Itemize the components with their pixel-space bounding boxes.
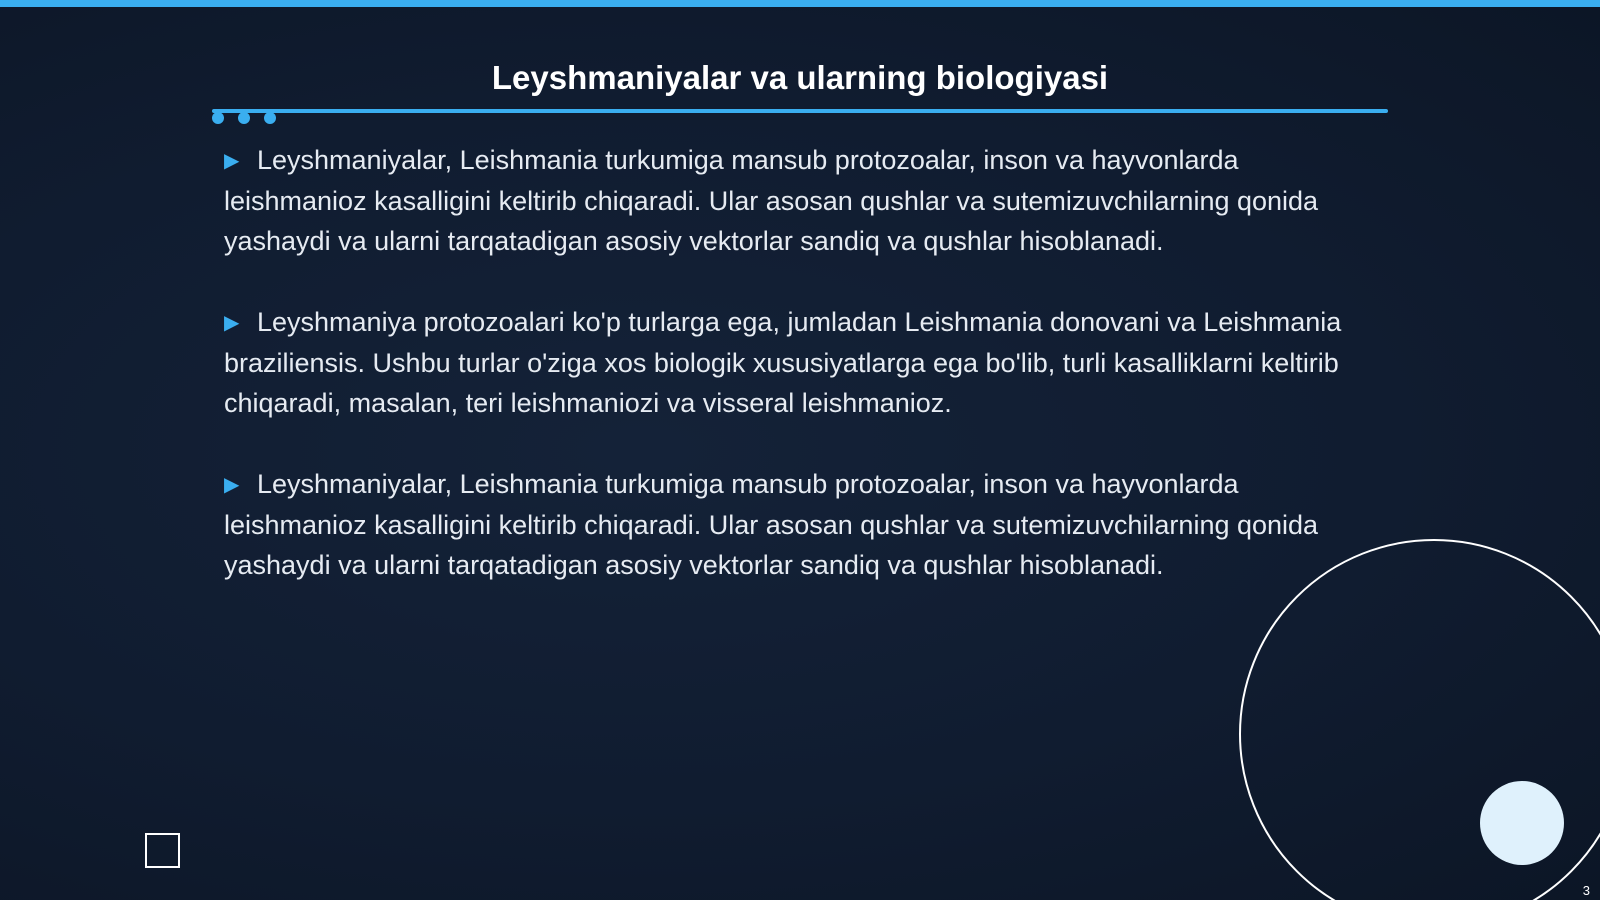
decorative-square — [145, 833, 180, 868]
decorative-filled-circle — [1480, 781, 1564, 865]
bullet-arrow-icon: ▶ — [224, 150, 240, 172]
bullet-arrow-icon: ▶ — [224, 474, 240, 496]
bullet-paragraph — [224, 464, 1384, 585]
accent-dot — [264, 112, 276, 124]
slide-title: Leyshmaniyalar va ularning biologiyasi — [491, 59, 1109, 96]
slide-body — [224, 140, 1384, 626]
title-underline — [212, 109, 1388, 113]
slide-page-number: 3 — [1582, 883, 1590, 898]
bullet-arrow-icon: ▶ — [224, 312, 240, 334]
top-accent-bar — [0, 0, 1600, 7]
paragraph-text: Leyshmaniyalar, Leishmania turkumiga mansub protozoalar, inson va hayvonlarda leishmanioz kasalligini keltirib chiqaradi. Ular asosan qushlar va sutemizuvchilarning qonida yashaydi va ularni tarqatadigan asosiy vektorlar sandiq va qushlar hisoblanadi. — [224, 145, 1319, 256]
bullet-paragraph — [224, 302, 1384, 423]
accent-dot — [238, 112, 250, 124]
paragraph-text: Leyshmaniya protozoalari ko'p turlarga ega, jumladan Leishmania donovani va Leishmania braziliensis. Ushbu turlar o'ziga xos biologik xususiyatlarga ega bo'lib, turli kasalliklarni keltirib chiqaradi, masalan, teri leishmaniozi va visseral leishmanioz. — [224, 307, 1342, 418]
bullet-paragraph — [224, 140, 1384, 261]
paragraph-text: Leyshmaniyalar, Leishmania turkumiga mansub protozoalar, inson va hayvonlarda leishmanioz kasalligini keltirib chiqaradi. Ular asosan qushlar va sutemizuvchilarning qonida yashaydi va ularni tarqatadigan asosiy vektorlar sandiq va qushlar hisoblanadi. — [224, 469, 1319, 580]
accent-dot — [212, 112, 224, 124]
